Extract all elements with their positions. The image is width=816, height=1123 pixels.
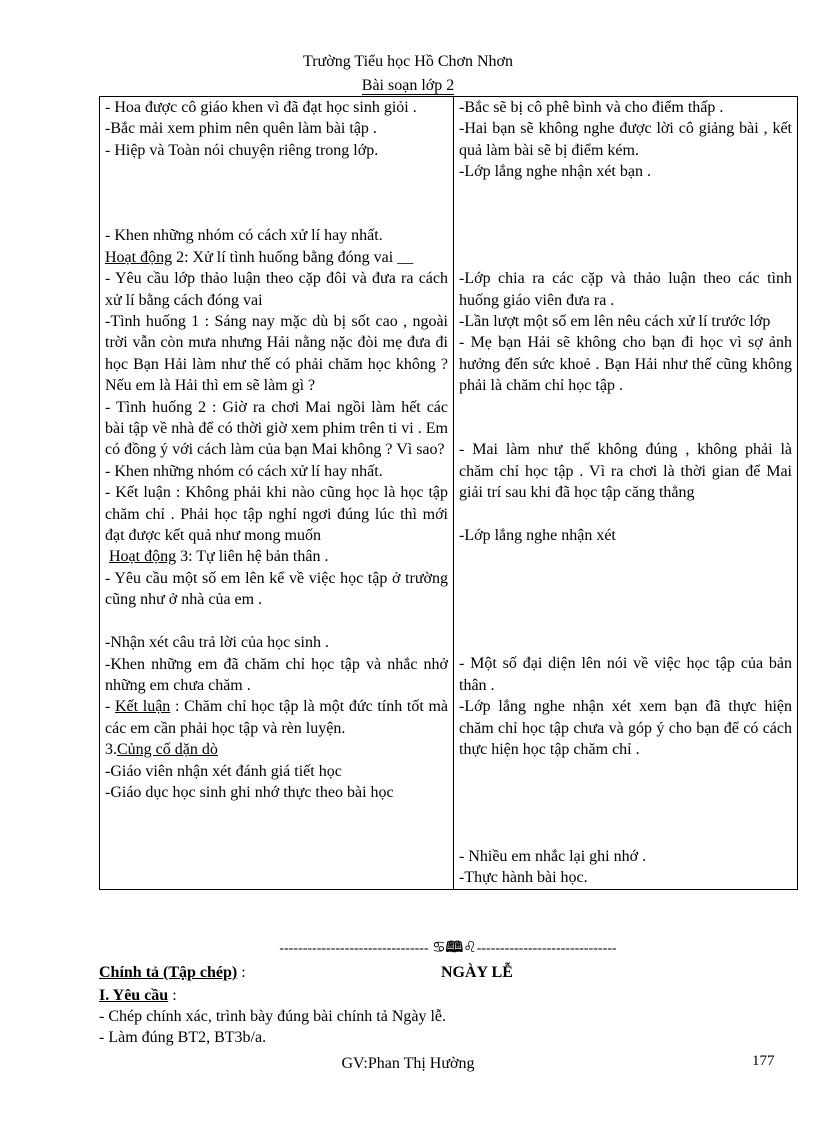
- list-item: -Bắc sẽ bị cô phê bình và cho điểm thấp .: [459, 99, 724, 116]
- next-lesson-subject: Chính tả (Tập chép): [99, 964, 238, 981]
- section-3-prefix: 3.: [105, 741, 117, 759]
- separator-left: --------------------------------: [279, 941, 429, 956]
- list-item: -Giáo viên nhận xét đánh giá tiết học: [105, 762, 342, 780]
- list-item: -Giáo dục học sinh ghi nhớ thực theo bài học: [105, 783, 394, 801]
- list-item: - Hiệp và Toàn nói chuyện riêng trong lớp.: [105, 141, 379, 159]
- separator-symbols: ♋🕮♌: [432, 938, 477, 956]
- lesson-header-text: Bài soạn lớp 2: [361, 77, 455, 94]
- activity-3-text: 3: Tự liên hệ bản thân .: [176, 548, 329, 566]
- section-3-heading: [105, 739, 448, 760]
- list-item: - Yêu cầu lớp thảo luận theo cặp đôi và đưa ra cách xử lí bằng cách đóng vai: [105, 270, 448, 309]
- lesson-header: [0, 77, 816, 95]
- separator-right: ------------------------------: [476, 941, 617, 956]
- list-item: - Tình huống 2 : Giờ ra chơi Mai ngồi làm hết các bài tập về nhà để có thời giờ xem phim trên ti vi . Em có đồng ý với cách làm của bạn Mai không ? Vì sao?: [105, 398, 448, 459]
- activity-2-text: 2: Xử lí tình huống bằng đóng vai __: [172, 248, 414, 266]
- conclusion-text: : Chăm chỉ học tập là một đức tính tốt mà các em cần phải học tập và rèn luyện.: [105, 698, 448, 737]
- lesson-table: [99, 96, 798, 890]
- list-item: - Khen những nhóm có cách xử lí hay nhất.: [105, 462, 383, 480]
- list-item: -Lớp lắng nghe nhận xét xem bạn đã thực hiện chăm chỉ học tập chưa và góp ý cho bạn để có cách thực hiện học tập chăm chỉ .: [459, 698, 792, 758]
- list-item: - Kết luận : Không phải khi nào cũng học là học tập chăm chỉ . Phải học tập nghỉ ngơi đúng lúc thì mới đạt được kết quả như mong muốn: [105, 484, 448, 545]
- student-activities-cell: [454, 97, 798, 890]
- list-item: -Bắc mải xem phim nên quên làm bài tập .: [105, 120, 377, 138]
- list-item: -Tình huống 1 : Sáng nay mặc dù bị sốt cao , ngoài trời vẫn còn mưa nhưng Hải nằng nặc đòi mẹ đưa đi học Bạn Hải làm như thế có phải chăm học không ? Nếu em là Hải thì em sẽ làm gì ?: [105, 313, 448, 395]
- list-item: - Hoa được cô giáo khen vì đã đạt học sinh giỏi .: [105, 99, 417, 116]
- list-item: - Một số đại diện lên nói về việc học tập của bản thân .: [459, 655, 792, 694]
- activity-3-heading: [105, 546, 448, 567]
- teacher-footer: GV:Phan Thị Hường: [341, 1055, 475, 1072]
- list-item: - Nhiều em nhắc lại ghi nhớ .: [459, 847, 647, 865]
- list-item: - Yêu cầu một số em lên kể về việc học tập ở trường cũng như ở nhà của em .: [105, 569, 448, 609]
- list-item: -Hai bạn sẽ không nghe được lời cô giảng bài , kết quả làm bài sẽ bị điểm kém.: [459, 120, 792, 159]
- conclusion-label: Kết luận: [115, 698, 171, 716]
- activity-2-heading: [105, 247, 448, 268]
- requirement-2: - Làm đúng BT2, BT3b/a.: [99, 1029, 267, 1046]
- requirements-heading: [99, 985, 177, 1006]
- page-number: 177: [752, 1053, 775, 1069]
- requirements-label: I. Yêu cầu: [99, 987, 169, 1004]
- requirement-1: - Chép chính xác, trình bày đúng bài chính tả Ngày lễ.: [99, 1008, 447, 1025]
- next-lesson-title-line: [99, 962, 797, 983]
- section-3-label: Củng cố dặn dò: [117, 741, 218, 759]
- list-item: -Lớp chia ra các cặp và thảo luận theo các tình huống giáo viên đưa ra .: [459, 270, 792, 309]
- list-item: - Khen những nhóm có cách xử lí hay nhất.: [105, 227, 383, 245]
- list-item: -Thực hành bài học.: [459, 869, 588, 887]
- activity-2-label: Hoạt động: [105, 248, 173, 266]
- activity-3-label: Hoạt động: [109, 548, 177, 566]
- table-row: [100, 97, 798, 890]
- section-separator: [99, 938, 797, 958]
- list-item: -Lớp lắng nghe nhận xét: [459, 527, 616, 545]
- conclusion-prefix: -: [105, 698, 115, 716]
- list-item: -Lớp lắng nghe nhận xét bạn .: [459, 163, 651, 181]
- list-item: - Mẹ bạn Hải sẽ không cho bạn đi học vì sợ ảnh hưởng đến sức khoẻ . Bạn Hải như thế cũng không phải là chăm chỉ học tập .: [459, 334, 792, 395]
- list-item: -Nhận xét câu trả lời của học sinh .: [105, 634, 329, 652]
- next-lesson-colon: :: [237, 964, 246, 981]
- conclusion: [105, 696, 448, 739]
- school-header: Trường Tiểu học Hồ Chơn Nhơn: [303, 53, 513, 70]
- list-item: - Mai làm như thế không đúng , không phải là chăm chỉ học tập . Vì ra chơi là thời gian để Mai giải trí sau khi đã học tập căng thẳng: [459, 441, 792, 502]
- next-lesson-title: NGÀY LỄ: [441, 964, 513, 981]
- list-item: -Lần lượt một số em lên nêu cách xử lí trước lớp: [459, 313, 771, 330]
- teacher-activities-cell: [100, 97, 454, 890]
- requirements-colon: :: [168, 987, 177, 1004]
- list-item: -Khen những em đã chăm chỉ học tập và nhắc nhở những em chưa chăm .: [105, 655, 448, 694]
